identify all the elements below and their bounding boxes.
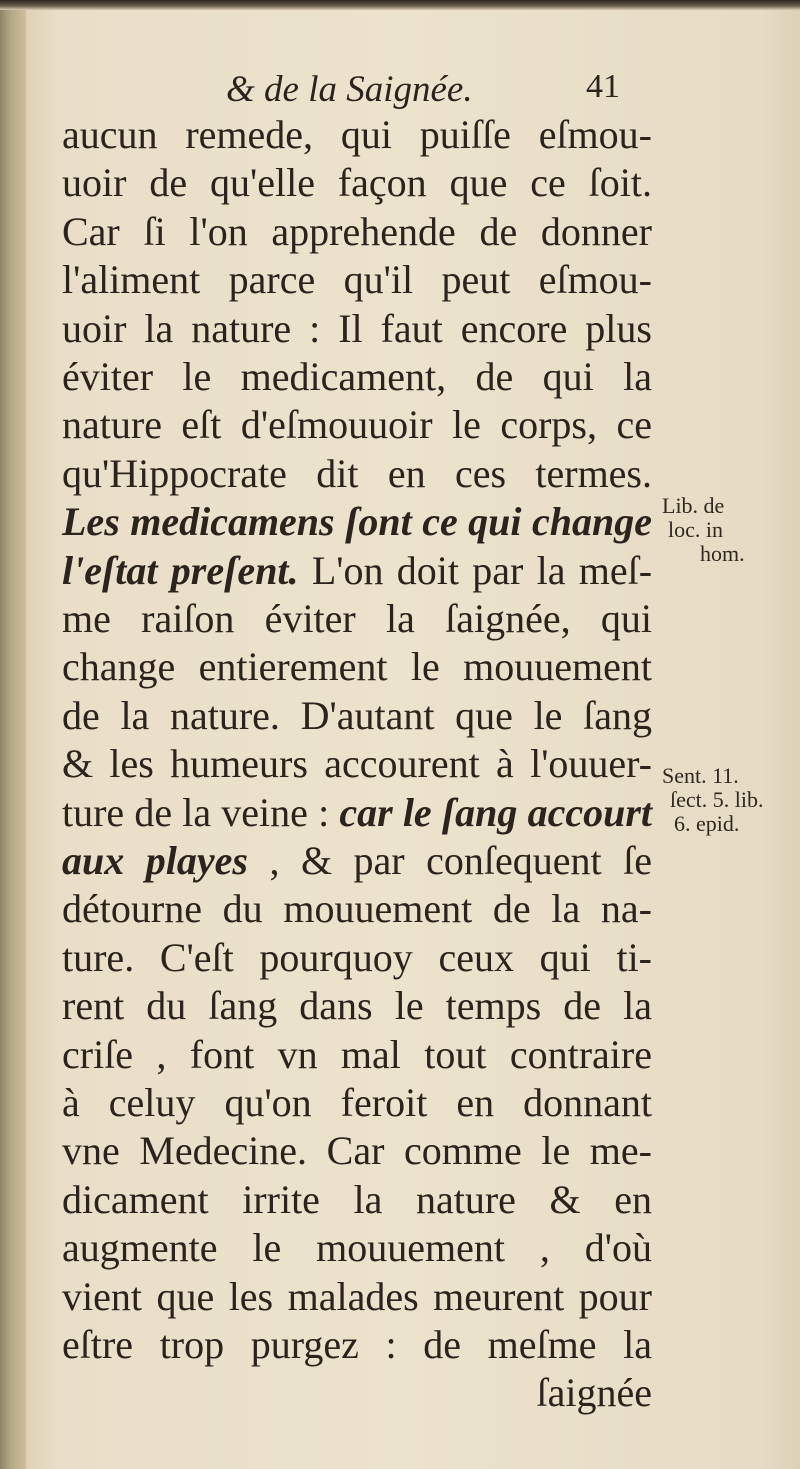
text-line xyxy=(62,786,652,840)
text-line xyxy=(62,1028,652,1082)
page-number: 41 xyxy=(586,68,620,105)
marginal-note-2 xyxy=(662,764,763,836)
line-text: uoir la nature : Il faut encore plus xyxy=(62,305,652,351)
marginal-note-line: hom. xyxy=(700,541,745,566)
text-line xyxy=(62,495,652,549)
text-line xyxy=(62,447,652,501)
text-line xyxy=(62,544,652,598)
line-text: dicament irrite la nature & en xyxy=(62,1176,652,1222)
line-text: de la nature. D'autant que le ſang xyxy=(62,692,652,738)
text-line xyxy=(62,253,652,307)
marginal-note-line: ſect. 5. lib. xyxy=(670,787,764,812)
text-line xyxy=(62,737,652,791)
text-line xyxy=(62,1318,652,1372)
line-text: uoir de qu'elle façon que ce ſoit. xyxy=(62,160,652,206)
line-text: change entierement le mouuement xyxy=(62,644,652,690)
text-line xyxy=(62,931,652,985)
line-text: vient que les malades meurent pour xyxy=(62,1273,652,1319)
line-text: ſaignée xyxy=(536,1370,652,1416)
line-text: détourne du mouuement de la na- xyxy=(62,886,652,932)
text-line xyxy=(62,1221,652,1275)
running-header xyxy=(226,68,646,112)
marginal-note-1 xyxy=(662,494,745,566)
text-line xyxy=(62,1366,652,1420)
line-text: qu'Hippocrate dit en ces termes. xyxy=(62,450,652,496)
text-line xyxy=(62,205,652,259)
line-text: ture. C'eſt pourquoy ceux qui ti- xyxy=(62,934,652,980)
italic-quotation: aux playes xyxy=(62,838,248,883)
line-text: , & par conſequent ſe xyxy=(247,838,652,883)
marginal-note-line: loc. in xyxy=(668,517,723,542)
italic-quotation: car le ſang accourt xyxy=(339,789,653,835)
line-text: aucun remede, qui puiſſe eſmou- xyxy=(62,112,652,157)
text-line xyxy=(62,834,652,888)
line-text: me raiſon éviter la ſaignée, qui xyxy=(62,596,652,641)
text-line xyxy=(62,156,652,210)
line-text: augmente le mouuement , d'où xyxy=(62,1225,652,1271)
line-text: à celuy qu'on feroit en donnant xyxy=(62,1080,652,1125)
line-text: Car ſi l'on apprehende de donner xyxy=(62,208,652,254)
text-line xyxy=(62,302,652,356)
line-text: ture de la veine : xyxy=(62,789,340,835)
line-text: l'aliment parce qu'il peut eſmou- xyxy=(62,257,652,303)
book-binding-edge xyxy=(0,0,26,1469)
marginal-note-line: 6. epid. xyxy=(674,811,740,836)
text-line xyxy=(62,592,652,646)
line-text: & les humeurs accourent à l'ouuer- xyxy=(62,741,652,787)
text-line xyxy=(62,640,652,694)
line-text: eſtre trop purgez : de meſme la xyxy=(62,1322,652,1367)
marginal-note-line: Sent. 11. xyxy=(662,763,739,788)
text-line xyxy=(62,1124,652,1178)
text-line xyxy=(62,689,652,743)
line-text: vne Medecine. Car comme le me- xyxy=(62,1128,652,1174)
line-text: L'on doit par la meſ- xyxy=(298,547,653,593)
running-title: & de la Saignée. xyxy=(226,69,473,110)
page-top-edge xyxy=(0,0,800,10)
marginal-note-line: Lib. de xyxy=(662,493,725,518)
text-line xyxy=(62,1173,652,1227)
line-text: rent du ſang dans le temps de la xyxy=(62,983,652,1029)
text-line xyxy=(62,108,652,162)
text-line xyxy=(62,1076,652,1130)
italic-quotation: l'eſtat preſent. xyxy=(62,547,299,593)
italic-quotation: Les medicamens ſont ce qui change xyxy=(62,499,652,545)
text-line xyxy=(62,1270,652,1324)
text-line xyxy=(62,979,652,1033)
text-line xyxy=(62,398,652,452)
text-line xyxy=(62,350,652,404)
line-text: criſe , font vn mal tout contraire xyxy=(62,1031,652,1077)
line-text: nature eſt d'eſmouuoir le corps, ce xyxy=(62,402,652,448)
line-text: éviter le medicament, de qui la xyxy=(62,354,652,399)
text-line xyxy=(62,882,652,936)
